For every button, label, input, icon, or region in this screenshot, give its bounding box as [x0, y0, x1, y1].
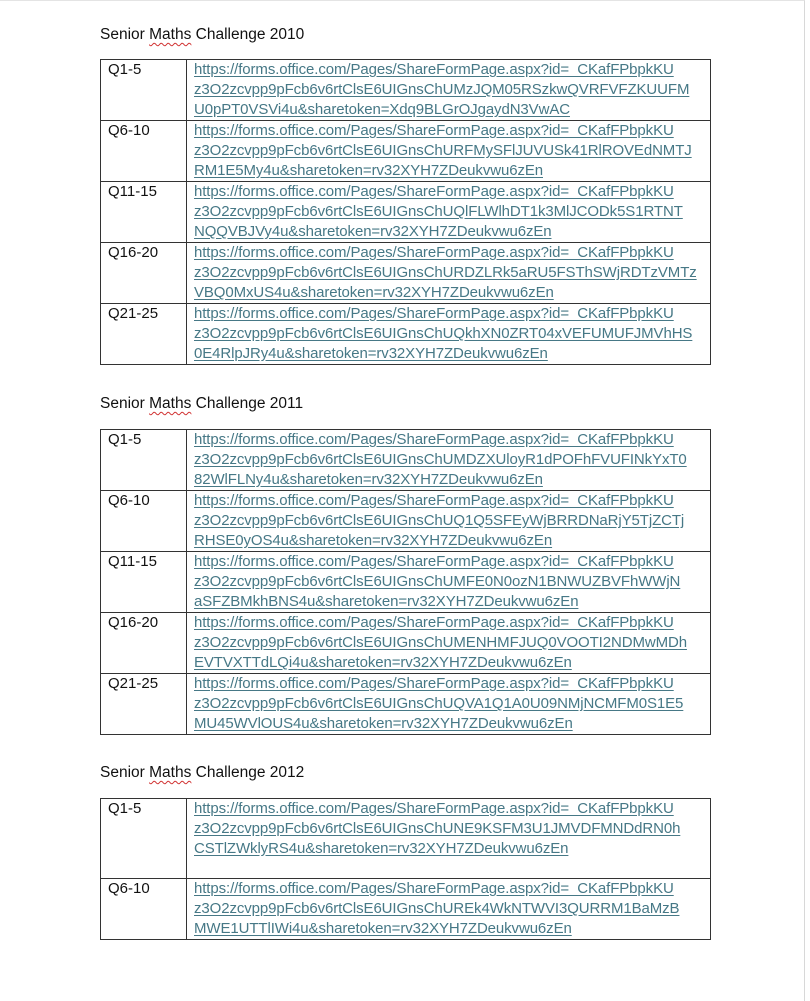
form-link-line[interactable]: https://forms.office.com/Pages/ShareFormPage.aspx?id=_CKafFPbpkKU [194, 122, 674, 139]
form-link-line[interactable]: z3O2zcvpp9pFcb6v6rtClsE6UIGnsChURFMySFlJUVUSk41RlROVEdNMTJ [194, 142, 692, 159]
form-link-line[interactable]: z3O2zcvpp9pFcb6v6rtClsE6UIGnsChUREk4WkNTWVI3QURRM1BaMzB [194, 900, 680, 917]
question-range-cell [101, 613, 187, 674]
form-link-line[interactable]: NQQVBJVy4u&sharetoken=rv32XYH7ZDeukvwu6zEn [194, 223, 552, 240]
table-row [101, 121, 711, 182]
links-table [100, 429, 711, 735]
form-link-line[interactable]: z3O2zcvpp9pFcb6v6rtClsE6UIGnsChUNE9KSFM3U1JMVDFMNDdRN0h [194, 820, 681, 837]
form-link-line[interactable]: 0E4RlpJRy4u&sharetoken=rv32XYH7ZDeukvwu6zEn [194, 345, 548, 362]
section-heading [100, 764, 304, 782]
form-link-line[interactable]: https://forms.office.com/Pages/ShareFormPage.aspx?id=_CKafFPbpkKU [194, 305, 674, 322]
question-range: Q16-20 [108, 614, 159, 631]
form-link-line[interactable]: z3O2zcvpp9pFcb6v6rtClsE6UIGnsChUMENHMFJUQ0VOOTI2NDMwMDh [194, 634, 687, 651]
form-link-cell [187, 182, 711, 243]
heading-text: Senior [100, 26, 150, 43]
question-range-cell [101, 182, 187, 243]
question-range-cell [101, 799, 187, 879]
form-link-cell [187, 879, 711, 940]
form-link-cell [187, 430, 711, 491]
table-row [101, 613, 711, 674]
form-link-cell [187, 674, 711, 735]
question-range-cell [101, 491, 187, 552]
form-link-line[interactable]: z3O2zcvpp9pFcb6v6rtClsE6UIGnsChUMzJQM05RSzkwQVRFVFZKUUFM [194, 81, 690, 98]
form-link-line[interactable]: RM1E5My4u&sharetoken=rv32XYH7ZDeukvwu6zEn [194, 162, 543, 179]
question-range: Q11-15 [108, 183, 157, 200]
form-link-cell [187, 243, 711, 304]
form-link-line[interactable]: EVTVXTTdLQi4u&sharetoken=rv32XYH7ZDeukvwu6zEn [194, 654, 572, 671]
form-link-line[interactable]: https://forms.office.com/Pages/ShareFormPage.aspx?id=_CKafFPbpkKU [194, 431, 674, 448]
form-link-cell [187, 304, 711, 365]
form-link-line[interactable]: https://forms.office.com/Pages/ShareFormPage.aspx?id=_CKafFPbpkKU [194, 800, 674, 817]
form-link-line[interactable]: MU45WVlOUS4u&sharetoken=rv32XYH7ZDeukvwu6zEn [194, 715, 573, 732]
question-range: Q6-10 [108, 492, 150, 509]
question-range-cell [101, 121, 187, 182]
form-link-cell [187, 491, 711, 552]
question-range: Q1-5 [108, 431, 142, 448]
question-range: Q6-10 [108, 122, 150, 139]
form-link-line[interactable]: z3O2zcvpp9pFcb6v6rtClsE6UIGnsChURDZLRk5aRU5FSThSWjRDTzVMTz [194, 264, 697, 281]
form-link-line[interactable]: aSFZBMkhBNS4u&sharetoken=rv32XYH7ZDeukvwu6zEn [194, 593, 579, 610]
heading-text: Challenge 2010 [191, 26, 305, 43]
table-row [101, 674, 711, 735]
form-link-cell [187, 552, 711, 613]
heading-text: Senior [100, 764, 150, 781]
form-link-line[interactable]: MWE1UTTlIWi4u&sharetoken=rv32XYH7ZDeukvwu6zEn [194, 920, 572, 937]
form-link-line[interactable]: https://forms.office.com/Pages/ShareFormPage.aspx?id=_CKafFPbpkKU [194, 492, 674, 509]
form-link-line[interactable]: CSTlZWklyRS4u&sharetoken=rv32XYH7ZDeukvwu6zEn [194, 840, 569, 857]
table-row [101, 182, 711, 243]
links-table [100, 59, 711, 365]
spellcheck-word[interactable]: Maths [149, 764, 192, 781]
question-range-cell [101, 552, 187, 613]
question-range: Q1-5 [108, 61, 142, 78]
question-range: Q6-10 [108, 880, 150, 897]
question-range-cell [101, 674, 187, 735]
form-link-cell [187, 121, 711, 182]
section-heading [100, 26, 304, 44]
question-range: Q21-25 [108, 675, 159, 692]
question-range-cell [101, 304, 187, 365]
heading-text: Challenge 2011 [191, 395, 304, 412]
section-heading [100, 395, 303, 413]
form-link-line[interactable]: https://forms.office.com/Pages/ShareFormPage.aspx?id=_CKafFPbpkKU [194, 675, 674, 692]
question-range-cell [101, 430, 187, 491]
question-range: Q21-25 [108, 305, 159, 322]
form-link-line[interactable]: https://forms.office.com/Pages/ShareFormPage.aspx?id=_CKafFPbpkKU [194, 553, 674, 570]
form-link-line[interactable]: z3O2zcvpp9pFcb6v6rtClsE6UIGnsChUQkhXN0ZRT04xVEFUMUFJMVhHS [194, 325, 693, 342]
table-row [101, 799, 711, 879]
form-link-line[interactable]: 82WlFLNy4u&sharetoken=rv32XYH7ZDeukvwu6zEn [194, 471, 543, 488]
form-link-line[interactable]: U0pPT0VSVi4u&sharetoken=Xdq9BLGrOJgaydN3VwAC [194, 101, 570, 118]
form-link-line[interactable]: https://forms.office.com/Pages/ShareFormPage.aspx?id=_CKafFPbpkKU [194, 61, 674, 78]
form-link-line[interactable]: z3O2zcvpp9pFcb6v6rtClsE6UIGnsChUQ1Q5SFEyWjBRRDNaRjY5TjZCTj [194, 512, 685, 529]
table-row [101, 60, 711, 121]
form-link-line[interactable]: https://forms.office.com/Pages/ShareFormPage.aspx?id=_CKafFPbpkKU [194, 244, 674, 261]
form-link-line[interactable]: RHSE0yOS4u&sharetoken=rv32XYH7ZDeukvwu6zEn [194, 532, 553, 549]
table-row [101, 552, 711, 613]
form-link-cell [187, 60, 711, 121]
form-link-line[interactable]: z3O2zcvpp9pFcb6v6rtClsE6UIGnsChUMDZXUloyR1dPOFhFVUFINkYxT0 [194, 451, 687, 468]
form-link-line[interactable]: z3O2zcvpp9pFcb6v6rtClsE6UIGnsChUQlFLWlhDT1k3MlJCODk5S1RTNT [194, 203, 683, 220]
form-link-line[interactable]: VBQ0MxUS4u&sharetoken=rv32XYH7ZDeukvwu6zEn [194, 284, 554, 301]
form-link-cell [187, 613, 711, 674]
table-row [101, 243, 711, 304]
question-range: Q16-20 [108, 244, 159, 261]
spellcheck-word[interactable]: Maths [149, 395, 192, 412]
heading-text: Senior [100, 395, 150, 412]
question-range-cell [101, 243, 187, 304]
table-row [101, 879, 711, 940]
form-link-line[interactable]: https://forms.office.com/Pages/ShareFormPage.aspx?id=_CKafFPbpkKU [194, 880, 674, 897]
spellcheck-word[interactable]: Maths [149, 26, 192, 43]
form-link-line[interactable]: z3O2zcvpp9pFcb6v6rtClsE6UIGnsChUQVA1Q1A0U09NMjNCMFM0S1E5 [194, 695, 684, 712]
table-row [101, 430, 711, 491]
question-range: Q11-15 [108, 553, 157, 570]
form-link-line[interactable]: https://forms.office.com/Pages/ShareFormPage.aspx?id=_CKafFPbpkKU [194, 614, 674, 631]
question-range: Q1-5 [108, 800, 142, 817]
heading-text: Challenge 2012 [191, 764, 305, 781]
table-row [101, 304, 711, 365]
form-link-cell [187, 799, 711, 879]
form-link-line[interactable]: https://forms.office.com/Pages/ShareFormPage.aspx?id=_CKafFPbpkKU [194, 183, 674, 200]
question-range-cell [101, 60, 187, 121]
question-range-cell [101, 879, 187, 940]
table-row [101, 491, 711, 552]
form-link-line[interactable]: z3O2zcvpp9pFcb6v6rtClsE6UIGnsChUMFE0N0ozN1BNWUZBVFhWWjN [194, 573, 681, 590]
links-table [100, 798, 711, 940]
